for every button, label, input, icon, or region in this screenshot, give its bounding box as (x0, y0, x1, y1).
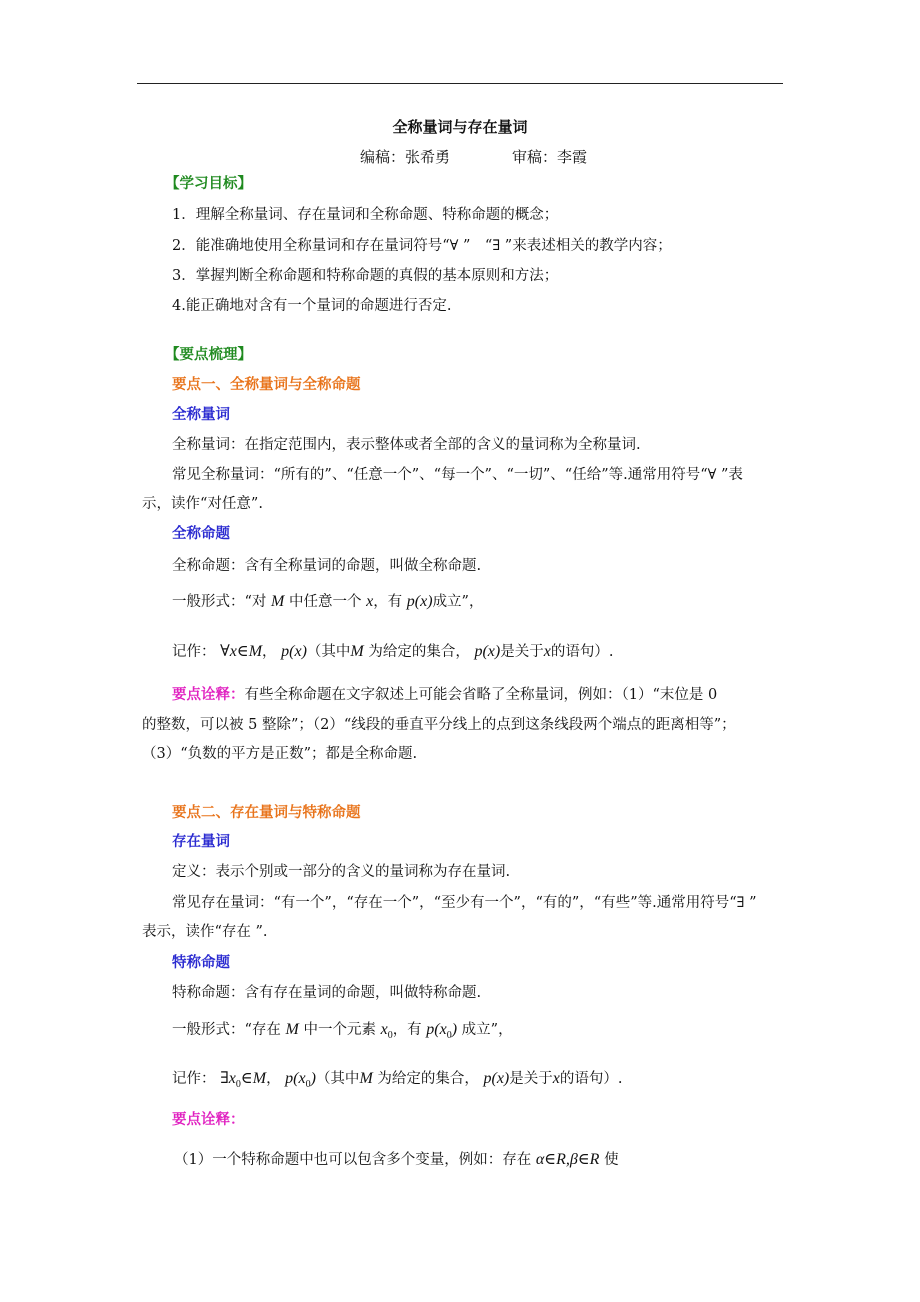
notation2-formula-a: ∃x (220, 1070, 236, 1087)
point1-subheading-quantifier: 全称量词 (172, 406, 230, 423)
point1-note-line-3: （3）“负数的平方是正数”；都是全称命题. (142, 746, 418, 762)
predicate-subscript: 0 (446, 1029, 452, 1041)
form2-suffix: 成立”， (461, 1022, 513, 1038)
variable-symbol: x (366, 593, 374, 610)
form-mid: 中任意一个 (288, 594, 362, 610)
point1-note-label: 要点诠释： (172, 686, 245, 703)
point1-common-line-1: 常见全称量词：“所有的”、“任意一个”、“每一个”、“一切”、“任给”等.通常用符号“∀ ”表 (172, 467, 743, 483)
predicate-close: ) (451, 1021, 458, 1038)
point2-proposition-definition: 特称命题：含有存在量词的命题，叫做特称命题. (172, 985, 482, 1001)
point2-note-label: 要点诠释： (172, 1111, 245, 1128)
notation-suffix: 的语句）. (550, 644, 614, 660)
point1-note-text-1: 有些全称命题在文字叙述上可能会省略了全称量词，例如：（1）“末位是 0 (244, 687, 718, 703)
point2-common-line-2: 表示，读作“存在 ”. (142, 924, 268, 940)
form2-comma: ，有 (392, 1022, 422, 1038)
point1-subheading-proposition: 全称命题 (172, 525, 230, 542)
notation2-mid-2: 是关于 (509, 1071, 553, 1087)
notation2-prefix: 记作： (172, 1071, 216, 1087)
notation2-suffix: 的语句）. (559, 1071, 623, 1087)
notation-set-symbol: M (350, 643, 364, 660)
note-item-formula: α∈R,β∈R (535, 1151, 600, 1168)
predicate-symbol-2: p(x (426, 1021, 447, 1038)
notation-variable: x (543, 643, 551, 660)
form2-mid: 中一个元素 (303, 1022, 376, 1038)
notation2-formula-b: ∈M (240, 1070, 267, 1087)
point1-general-form (172, 592, 483, 612)
summary-heading: 【要点梳理】 (165, 346, 252, 363)
notation-sep: ， (262, 644, 277, 660)
point2-note-item-1 (174, 1150, 619, 1170)
set-symbol-2: M (285, 1021, 299, 1038)
form-prefix: 一般形式：“对 (172, 594, 267, 610)
point1-definition: 全称量词：在指定范围内，表示整体或者全部的含义的量词称为全称量词. (172, 437, 641, 453)
editor-credit: 编稿：张希勇 (360, 148, 451, 166)
notation2-mid: 为给定的集合， (377, 1071, 479, 1087)
notation2-variable: x (552, 1070, 560, 1087)
goals-heading: 【学习目标】 (165, 175, 252, 192)
element-symbol: x (380, 1021, 388, 1038)
set-symbol: M (271, 593, 285, 610)
goal-item-1: 1．理解全称量词、存在量词和全称命题、特称命题的概念； (172, 207, 559, 223)
point2-subheading-quantifier: 存在量词 (172, 833, 230, 850)
notation2-predicate-2: p(x) (483, 1070, 510, 1087)
notation-mid-2: 是关于 (500, 644, 544, 660)
point1-title: 要点一、全称量词与全称命题 (172, 376, 361, 393)
predicate-symbol: p(x) (406, 593, 433, 610)
notation2-predicate-sub: 0 (305, 1078, 311, 1090)
notation-mid: 为给定的集合， (368, 644, 470, 660)
note-item-prefix: （1）一个特称命题中也可以包含多个变量，例如：存在 (174, 1152, 532, 1168)
point2-subheading-proposition: 特称命题 (172, 954, 230, 971)
point2-title: 要点二、存在量词与特称命题 (172, 804, 361, 821)
element-subscript: 0 (387, 1029, 393, 1041)
goal-item-4: 4.能正确地对含有一个量词的命题进行否定. (172, 298, 452, 314)
notation-predicate-2: p(x) (474, 643, 501, 660)
point1-notation (172, 642, 613, 662)
form-comma: ，有 (373, 594, 403, 610)
notation-prefix: 记作： (172, 644, 216, 660)
notation2-sep: ， (266, 1071, 281, 1087)
point2-common-line-1: 常见存在量词：“有一个”，“存在一个”，“至少有一个”，“有的”，“有些”等.通常用符号“∃ ” (172, 895, 757, 911)
reviewer-credit: 审稿：李霞 (512, 148, 588, 166)
note-item-suffix: 使 (604, 1152, 619, 1168)
notation-formula: ∀x∈M (220, 643, 263, 660)
point2-definition: 定义：表示个别或一部分的含义的量词称为存在量词. (172, 864, 511, 880)
point1-note-line-1 (172, 685, 717, 705)
point2-notation (172, 1069, 622, 1095)
notation2-predicate: p(x (285, 1070, 306, 1087)
notation-predicate: p(x) (281, 643, 307, 660)
point1-note-line-2: 的整数，可以被 5 整除”；（2）“线段的垂直平分线上的点到这条线段两个端点的距离相等”； (142, 717, 736, 733)
page-title: 全称量词与存在量词 (392, 118, 528, 136)
form2-prefix: 一般形式：“存在 (172, 1022, 281, 1038)
notation-paren: （其中 (306, 644, 351, 660)
notation2-predicate-close: ) (310, 1070, 316, 1087)
point1-proposition-definition: 全称命题：含有全称量词的命题，叫做全称命题. (172, 558, 482, 574)
notation2-formula-sub: 0 (235, 1078, 241, 1090)
goal-item-3: 3．掌握判断全称命题和特称命题的真假的基本原则和方法； (172, 268, 559, 284)
point1-common-line-2: 示，读作“对任意”. (142, 496, 263, 512)
goal-item-2: 2．能准确地使用全称量词和存在量词符号“∀ ” “∃ ”来表述相关的教学内容； (172, 238, 672, 254)
author-line (360, 147, 587, 167)
point2-general-form (172, 1020, 513, 1046)
notation2-paren: （其中 (315, 1071, 360, 1087)
header-rule (137, 83, 783, 84)
form-suffix: 成立”， (432, 594, 484, 610)
notation2-set-symbol: M (359, 1070, 373, 1087)
